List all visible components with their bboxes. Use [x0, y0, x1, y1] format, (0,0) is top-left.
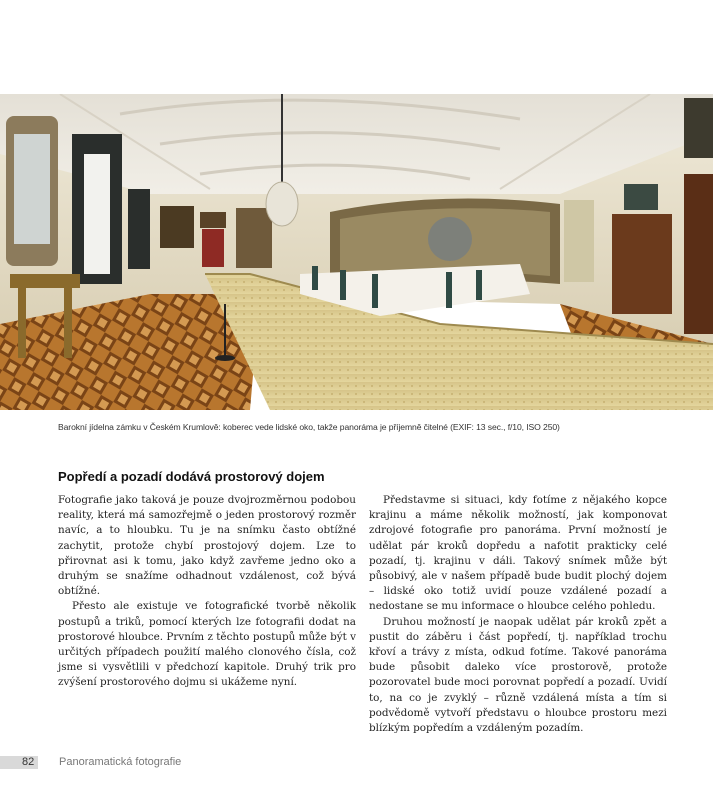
- paragraph: Fotografie jako taková je pouze dvojrozměrnou podobou reality, která má samozřejmě o jeden prostorový rozměr navíc, a to hloubku. Tu je na snímku často obtížné zachytit, protože chybí prostojový dojem. Lze to přirovnat asi k tomu, jako když zavřeme jedno oko a druhým se snažíme odhadnout vzdálenost, což bývá obtížné.: [58, 494, 356, 598]
- paragraph: Druhou možností je naopak udělat pár kroků zpět a pustit do záběru i část popředí, tj. například trochu křoví a trávy z místa, odkud fotíme. Takové panoráma bude působit daleko více prostorově, protože pozorovatel bude moci porovnat popředí a pozadí. Uvidí to, na co je zvyklý – různě vzdálená místa a tím si podvědomě vytvoří představu o hloubce prostoru mezi blízkým popředím a vzdáleným pozadím.: [369, 615, 667, 735]
- left-text-column: [58, 493, 356, 691]
- right-text-column: [369, 493, 667, 736]
- paragraph: Přesto ale existuje ve fotografické tvorbě několik postupů a triků, pomocí kterých lze fotografii dodat na prostorové hloubce. Prvním z těchto postupů může být v určitých případech použití malého clonového čísla, což jsme si vysvětlili v předchozí kapitole. Druhý trik pro zvýšení prostorového dojmu si ukážeme nyní.: [58, 600, 356, 689]
- section-heading: Popředí a pozadí dodává prostorový dojem: [58, 469, 325, 484]
- running-title: Panoramatická fotografie: [59, 756, 182, 768]
- paragraph: Představme si situaci, kdy fotíme z nějakého kopce krajinu a máme několik možností, jak komponovat zdrojové fotografie pro panoráma. První možností je udělat pár kroků dopředu a nafotit prakticky celé pozadí, tj. krajinu v dáli. Takový snímek může být působivý, ale v našem případě bude budit plochý dojem – lidské oko totiž uvidí pouze vzdálené pozadí a nedostane se mu informace o hloubce celého pohledu.: [369, 494, 667, 613]
- page-number: 82: [22, 756, 35, 768]
- panorama-photo: [0, 94, 713, 410]
- photo-caption: Barokní jídelna zámku v Českém Krumlově: koberec vede lidské oko, takže panoráma je příjemně čitelné (EXIF: 13 sec., f/10, ISO 250): [58, 422, 560, 432]
